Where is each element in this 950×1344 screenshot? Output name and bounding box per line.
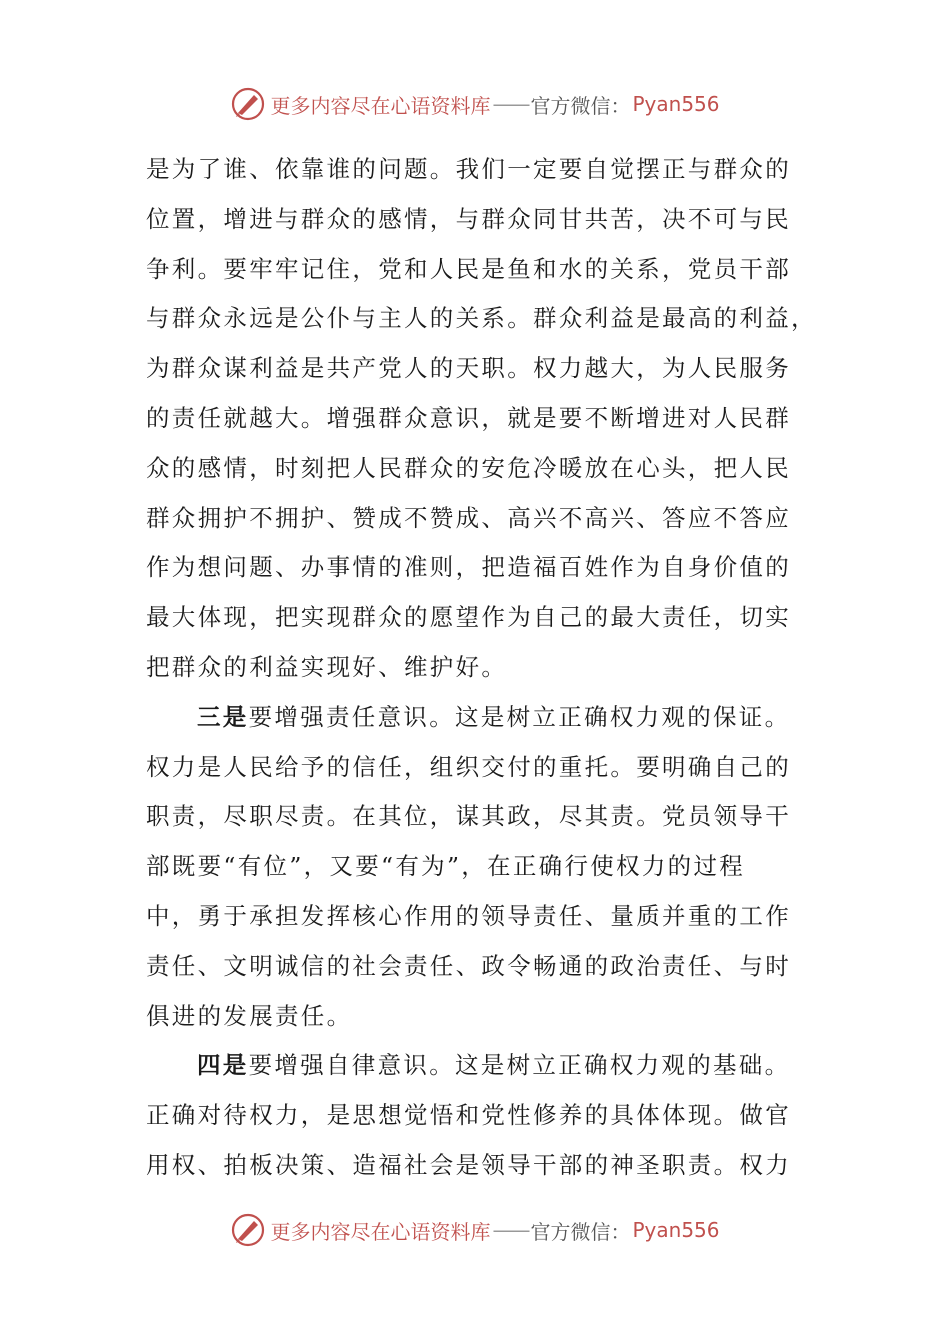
body-line bbox=[146, 245, 791, 295]
body-line bbox=[146, 743, 791, 793]
footer-official-label: 官方微信： bbox=[530, 1219, 631, 1244]
body-line bbox=[146, 444, 791, 494]
body-line bbox=[146, 992, 786, 1042]
line-text: 为群众谋利益是共产党人的天职。权力越大，为人民服务 bbox=[146, 354, 791, 383]
section-lead-three: 三是 bbox=[197, 702, 249, 731]
body-line bbox=[146, 394, 791, 444]
line-text: 俱进的发展责任。 bbox=[146, 1001, 353, 1030]
body-line bbox=[146, 842, 786, 892]
line-text: 是为了谁、依靠谁的问题。我们一定要自觉摆正与群众的 bbox=[146, 155, 791, 183]
line-text: 与群众永远是公仆与主人的关系。群众利益是最高的利益， bbox=[146, 304, 817, 333]
body-line bbox=[146, 1091, 791, 1141]
line-text: 职责，尽职尽责。在其位，谋其政，尽其责。党员领导干 bbox=[146, 802, 791, 831]
body-line bbox=[146, 792, 791, 842]
body-line bbox=[146, 494, 791, 544]
line-text: 部既要“有位”，又要“有为”，在正确行使权力的过程 bbox=[146, 852, 746, 881]
paragraph-start-line bbox=[146, 1041, 791, 1091]
body-line bbox=[146, 1141, 791, 1191]
line-text: 权力是人民给予的信任，组织交付的重托。要明确自己的 bbox=[146, 752, 791, 781]
header-official-label: 官方微信： bbox=[530, 93, 631, 118]
line-text: 责任、文明诚信的社会责任、政令畅通的政治责任、与时 bbox=[146, 951, 791, 980]
body-line bbox=[146, 294, 817, 344]
line-text: 最大体现，把实现群众的愿望作为自己的最大责任，切实 bbox=[146, 603, 791, 632]
section-lead-four: 四是 bbox=[197, 1051, 249, 1080]
line-text: 把群众的利益实现好、维护好。 bbox=[146, 652, 508, 681]
pen-logo-icon bbox=[230, 86, 266, 122]
footer-banner bbox=[0, 1210, 950, 1250]
line-text: 众的感情，时刻把人民群众的安危冷暖放在心头，把人民 bbox=[146, 453, 791, 482]
pen-logo-icon bbox=[230, 1212, 266, 1248]
body-line bbox=[146, 942, 791, 992]
footer-wechat-id: Pyan556 bbox=[632, 1218, 720, 1242]
body-line bbox=[146, 195, 791, 245]
body-line bbox=[146, 543, 791, 593]
line-text: 正确对待权力，是思想觉悟和党性修养的具体体现。做官 bbox=[146, 1101, 791, 1130]
line-text: 要增强自律意识。这是树立正确权力观的基础。 bbox=[248, 1051, 791, 1080]
header-banner bbox=[0, 84, 950, 124]
footer-dash: —— bbox=[492, 1218, 529, 1242]
body-line bbox=[146, 593, 791, 643]
paragraph-start-line bbox=[146, 693, 791, 743]
line-text: 争利。要牢牢记住，党和人民是鱼和水的关系，党员干部 bbox=[146, 254, 791, 283]
header-wechat-id: Pyan556 bbox=[632, 92, 720, 116]
footer-brand-text: 更多内容尽在心语资料库 bbox=[270, 1219, 491, 1244]
header-dash: —— bbox=[492, 92, 529, 116]
document-body bbox=[146, 145, 817, 1191]
line-text: 中，勇于承担发挥核心作用的领导责任、量质并重的工作 bbox=[146, 901, 791, 930]
header-brand-text: 更多内容尽在心语资料库 bbox=[270, 93, 491, 118]
line-text: 要增强责任意识。这是树立正确权力观的保证。 bbox=[248, 702, 791, 731]
line-text: 的责任就越大。增强群众意识，就是要不断增进对人民群 bbox=[146, 403, 791, 432]
line-text: 群众拥护不拥护、赞成不赞成、高兴不高兴、答应不答应 bbox=[146, 503, 791, 532]
line-text: 作为想问题、办事情的准则，把造福百姓作为自身价值的 bbox=[146, 553, 791, 582]
body-line bbox=[146, 892, 791, 942]
line-text: 位置，增进与群众的感情，与群众同甘共苦，决不可与民 bbox=[146, 204, 791, 233]
body-line bbox=[146, 344, 791, 394]
line-text: 用权、拍板决策、造福社会是领导干部的神圣职责。权力 bbox=[146, 1150, 791, 1179]
body-line bbox=[146, 145, 791, 195]
body-line bbox=[146, 643, 786, 693]
